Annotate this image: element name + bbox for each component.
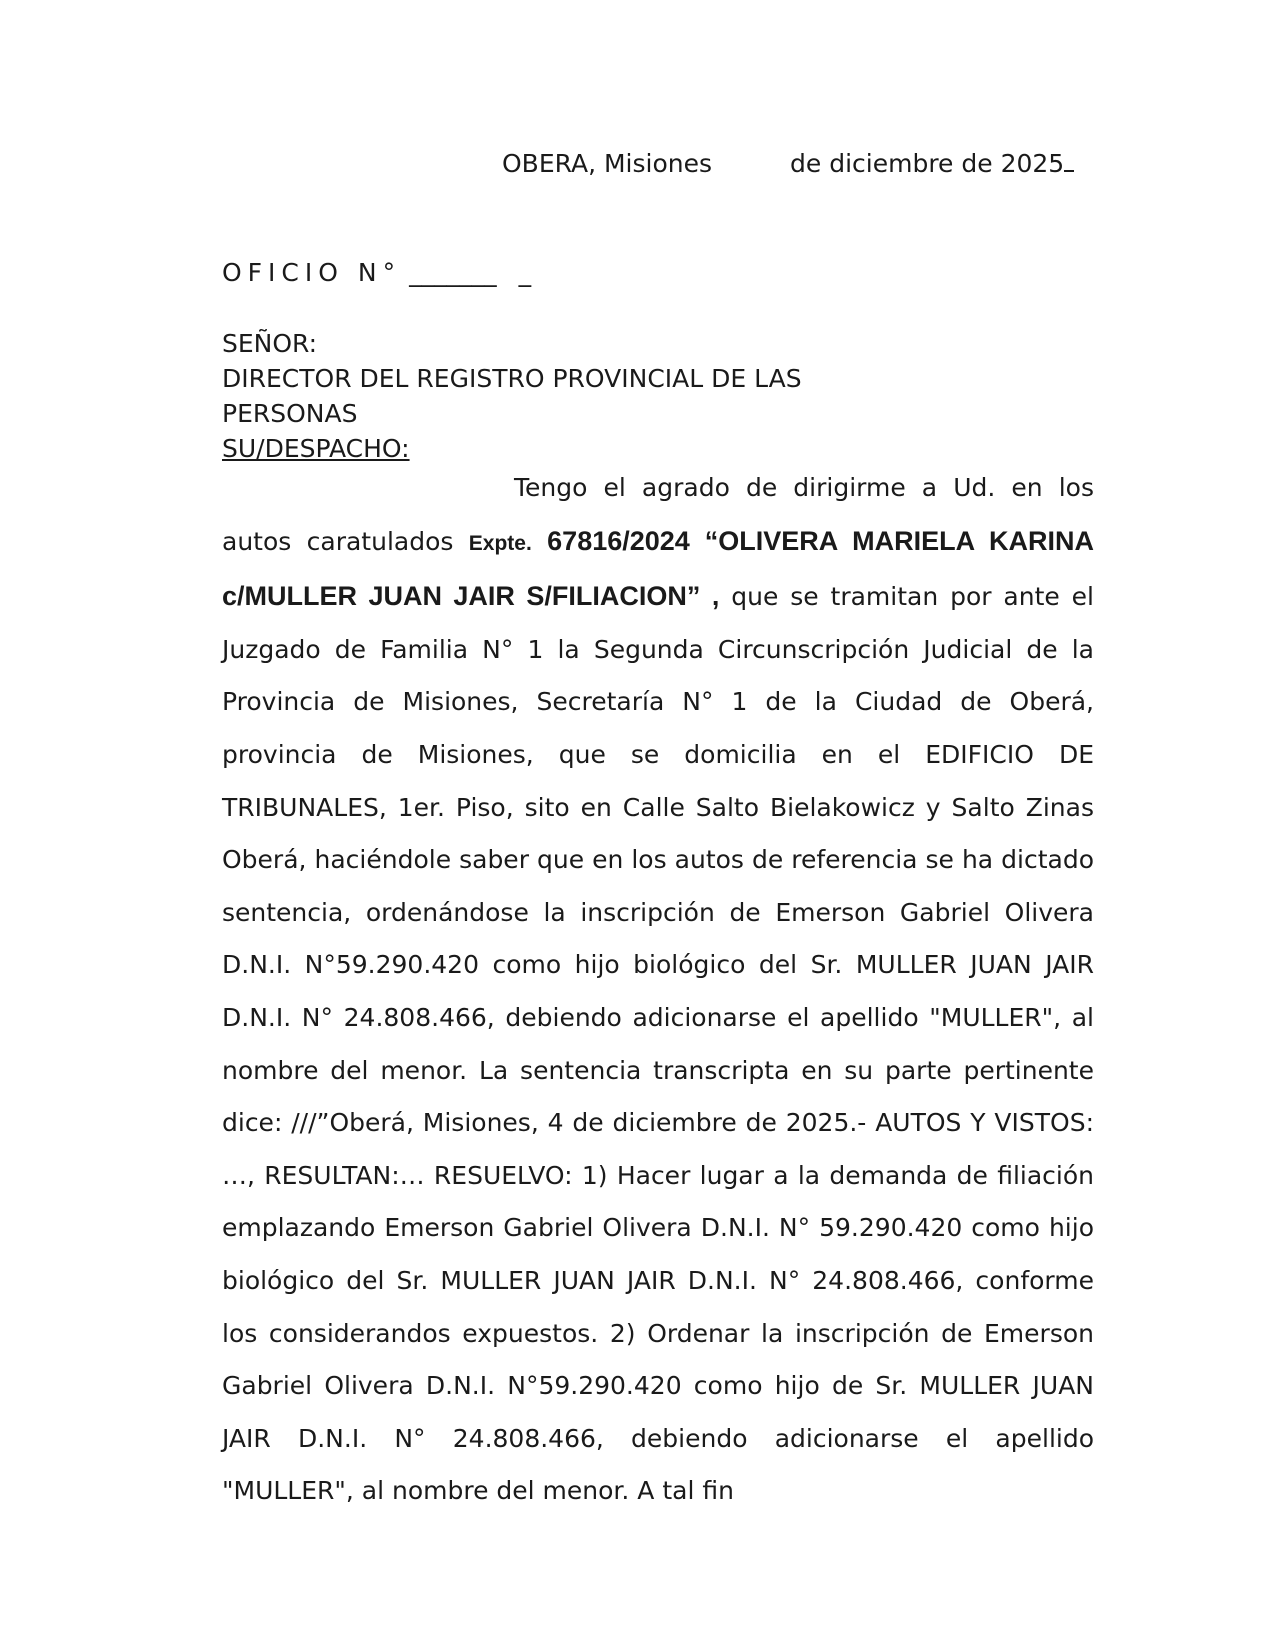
addressee-line-1: DIRECTOR DEL REGISTRO PROVINCIAL DE LAS (222, 364, 802, 393)
addressee-despacho: SU/DESPACHO: (222, 434, 410, 463)
body-intro: Tengo el agrado de dirigirme a Ud. en los autos caratulados (222, 473, 1094, 556)
addressee-line-2: PERSONAS (222, 399, 358, 428)
body-paragraph (222, 462, 1094, 1518)
body-main-text: que se tramitan por ante el Juzgado de Familia N° 1 la Segunda Circunscripción Judicial de la Provincia de Misiones, Secretaría N° 1 de la Ciudad de Oberá, provincia de Misiones, que se domicilia en el EDIFICIO DE TRIBUNALES, 1er. Piso, sito en Calle Salto Bielakowicz y Salto Zinas Oberá, haciéndole saber que en los autos de referencia se ha dictado sentencia, ordenándose la inscripción de Emerson Gabriel Olivera D.N.I. N°59.290.420 como hijo biológico del Sr. MULLER JUAN JAIR D.N.I. N° 24.808.466, debiendo adicionarse el apellido "MULLER", al nombre del menor. La sentencia transcripta en su parte pertinente dice: ///”Oberá, Misiones, 4 de diciembre de 2025.- AUTOS Y VISTOS: …, RESULTAN:… RESUELVO: 1) Hacer lugar a la demanda de filiación emplazando Emerson Gabriel Olivera D.N.I. N° 59.290.420 como hijo biológico del Sr. MULLER JUAN JAIR D.N.I. N° 24.808.466, conforme los considerandos expuestos. 2) Ordenar la inscripción de Emerson Gabriel Olivera D.N.I. N°59.290.420 como hijo de Sr. MULLER JUAN JAIR D.N.I. N° 24.808.466, debiendo adicionarse el apellido "MULLER", al nombre del menor. A tal fin (222, 582, 1094, 1506)
oficio-number-line (222, 258, 531, 287)
dateline-date: de diciembre de 2025 (790, 149, 1065, 178)
addressee-salutation: SEÑOR: (222, 329, 318, 358)
dateline-place: OBERA, Misiones (502, 149, 713, 178)
oficio-label: OFICIO N° (222, 258, 402, 287)
addressee-block (222, 326, 802, 466)
case-caption: 67816/2024 “OLIVERA MARIELA KARINA c/MULLER JUAN JAIR S/FILIACION” , (222, 525, 1095, 612)
oficio-dash: _ (518, 258, 532, 287)
dateline (502, 148, 1092, 178)
oficio-number-blank: _______ (409, 258, 497, 287)
dateline-underline (1064, 148, 1074, 172)
expte-label: Expte. (468, 531, 532, 555)
